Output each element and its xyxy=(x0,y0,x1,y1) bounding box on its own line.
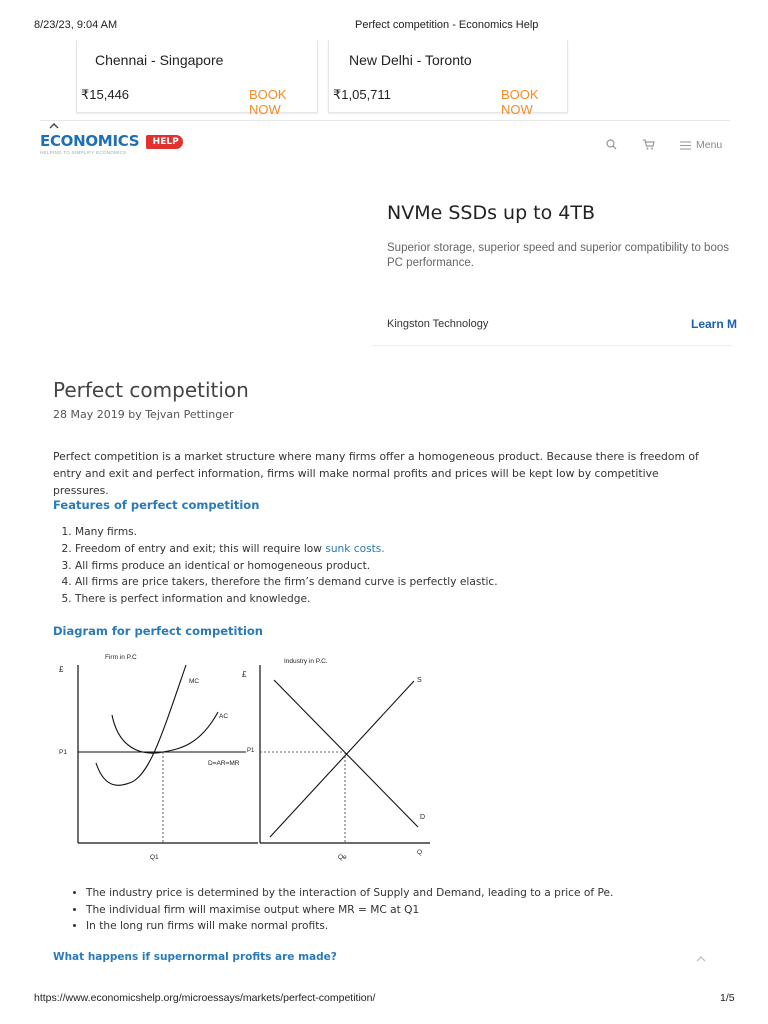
cart-icon[interactable] xyxy=(643,139,655,153)
industry-supply-line xyxy=(270,681,414,837)
list-item: • The individual firm will maximise output where MR = MC at Q1 xyxy=(86,902,613,919)
ad-description-line: PC performance. xyxy=(387,257,474,269)
list-item-text: All firms produce an identical or homogeneous product. xyxy=(75,559,371,572)
list-item: • The industry price is determined by the interaction of Supply and Demand, leading to a price of Pe. xyxy=(86,885,613,902)
logo-text: ECONOMICS xyxy=(40,132,140,150)
list-item: • In the long run firms will make normal profits. xyxy=(86,918,613,935)
print-page-title: Perfect competition - Economics Help xyxy=(355,19,539,31)
search-icon[interactable] xyxy=(606,139,617,153)
ad-divider xyxy=(372,345,732,346)
industry-title: Industry in P.C. xyxy=(284,658,328,665)
site-logo[interactable] xyxy=(40,132,183,155)
ad-description xyxy=(387,241,737,271)
pound-label-left: £ xyxy=(59,665,64,674)
flight-route: New Delhi - Toronto xyxy=(349,52,472,68)
ad-title[interactable]: NVMe SSDs up to 4TB xyxy=(387,202,596,224)
article-byline: 28 May 2019 by Tejvan Pettinger xyxy=(53,408,234,421)
menu-label: Menu xyxy=(696,139,723,151)
features-list xyxy=(53,524,498,608)
pound-label-right: £ xyxy=(242,670,247,679)
header-divider xyxy=(40,120,730,121)
industry-demand-line xyxy=(274,680,418,827)
flight-card-2[interactable] xyxy=(328,40,568,117)
sunk-costs-link[interactable]: sunk costs. xyxy=(325,542,385,555)
flight-price: ₹15,446 xyxy=(81,87,130,102)
list-item-text: Freedom of entry and exit; this will require low xyxy=(75,542,326,555)
list-item-text: All firms are price takers, therefore the firm’s demand curve is perfectly elastic. xyxy=(75,576,498,589)
flight-price: ₹1,05,711 xyxy=(333,87,391,102)
logo-badge: HELP xyxy=(146,135,183,149)
mc-label: MC xyxy=(189,678,200,685)
mc-curve xyxy=(96,665,186,785)
book-now-button[interactable]: BOOK NOW xyxy=(501,87,539,117)
print-footer-page: 1/5 xyxy=(720,992,735,1004)
list-item xyxy=(75,524,498,541)
q1-label: Q1 xyxy=(150,854,159,861)
article-intro: Perfect competition is a market structure where many firms offer a homogeneous product. Because there is freedom of entry and exit and perfect information, firms will make normal profits and prices will be kept low by competitive pressures. xyxy=(53,450,699,497)
hamburger-icon xyxy=(680,141,691,150)
list-item xyxy=(75,591,498,608)
flight-card-1[interactable] xyxy=(76,40,318,117)
qe-label: Qe xyxy=(338,854,347,861)
demand-label: D xyxy=(420,814,426,821)
list-item xyxy=(75,558,498,575)
ac-label: AC xyxy=(219,713,229,720)
ad-advertiser: Kingston Technology xyxy=(387,318,489,330)
perfect-competition-diagram xyxy=(50,645,440,870)
article-title: Perfect competition xyxy=(53,378,249,402)
p1-label-left: P1 xyxy=(59,749,67,756)
book-now-button[interactable]: BOOK NOW xyxy=(249,87,287,117)
features-heading: Features of perfect competition xyxy=(53,498,260,512)
logo-tagline: HELPING TO SIMPLIFY ECONOMICS xyxy=(40,150,127,155)
print-footer-url: https://www.economicshelp.org/microessays/markets/perfect-competition/ xyxy=(34,992,376,1004)
q-axis-label: Q xyxy=(417,849,423,856)
list-item xyxy=(75,541,498,558)
scroll-to-top-icon[interactable] xyxy=(696,950,706,968)
supply-label: S xyxy=(417,677,422,684)
print-datetime: 8/23/23, 9:04 AM xyxy=(34,19,118,31)
diagram-notes xyxy=(53,885,613,935)
firm-title: Firm in P.C xyxy=(105,654,137,661)
list-item xyxy=(75,574,498,591)
flight-route: Chennai - Singapore xyxy=(95,52,224,68)
diagram-heading: Diagram for perfect competition xyxy=(53,624,263,638)
ad-description-line: Superior storage, superior speed and superior compatibility to boos xyxy=(387,242,729,254)
supernormal-profits-heading: What happens if supernormal profits are made? xyxy=(53,951,337,963)
ad-learn-more-button[interactable]: Learn M xyxy=(691,317,738,331)
list-item-text: Many firms. xyxy=(75,526,138,538)
p1-label-right: P1 xyxy=(247,748,255,754)
firm-demand-label: D=AR=MR xyxy=(208,760,240,767)
ac-curve xyxy=(112,712,218,753)
list-item-text: There is perfect information and knowledge. xyxy=(75,593,311,606)
menu-button[interactable] xyxy=(680,139,722,151)
